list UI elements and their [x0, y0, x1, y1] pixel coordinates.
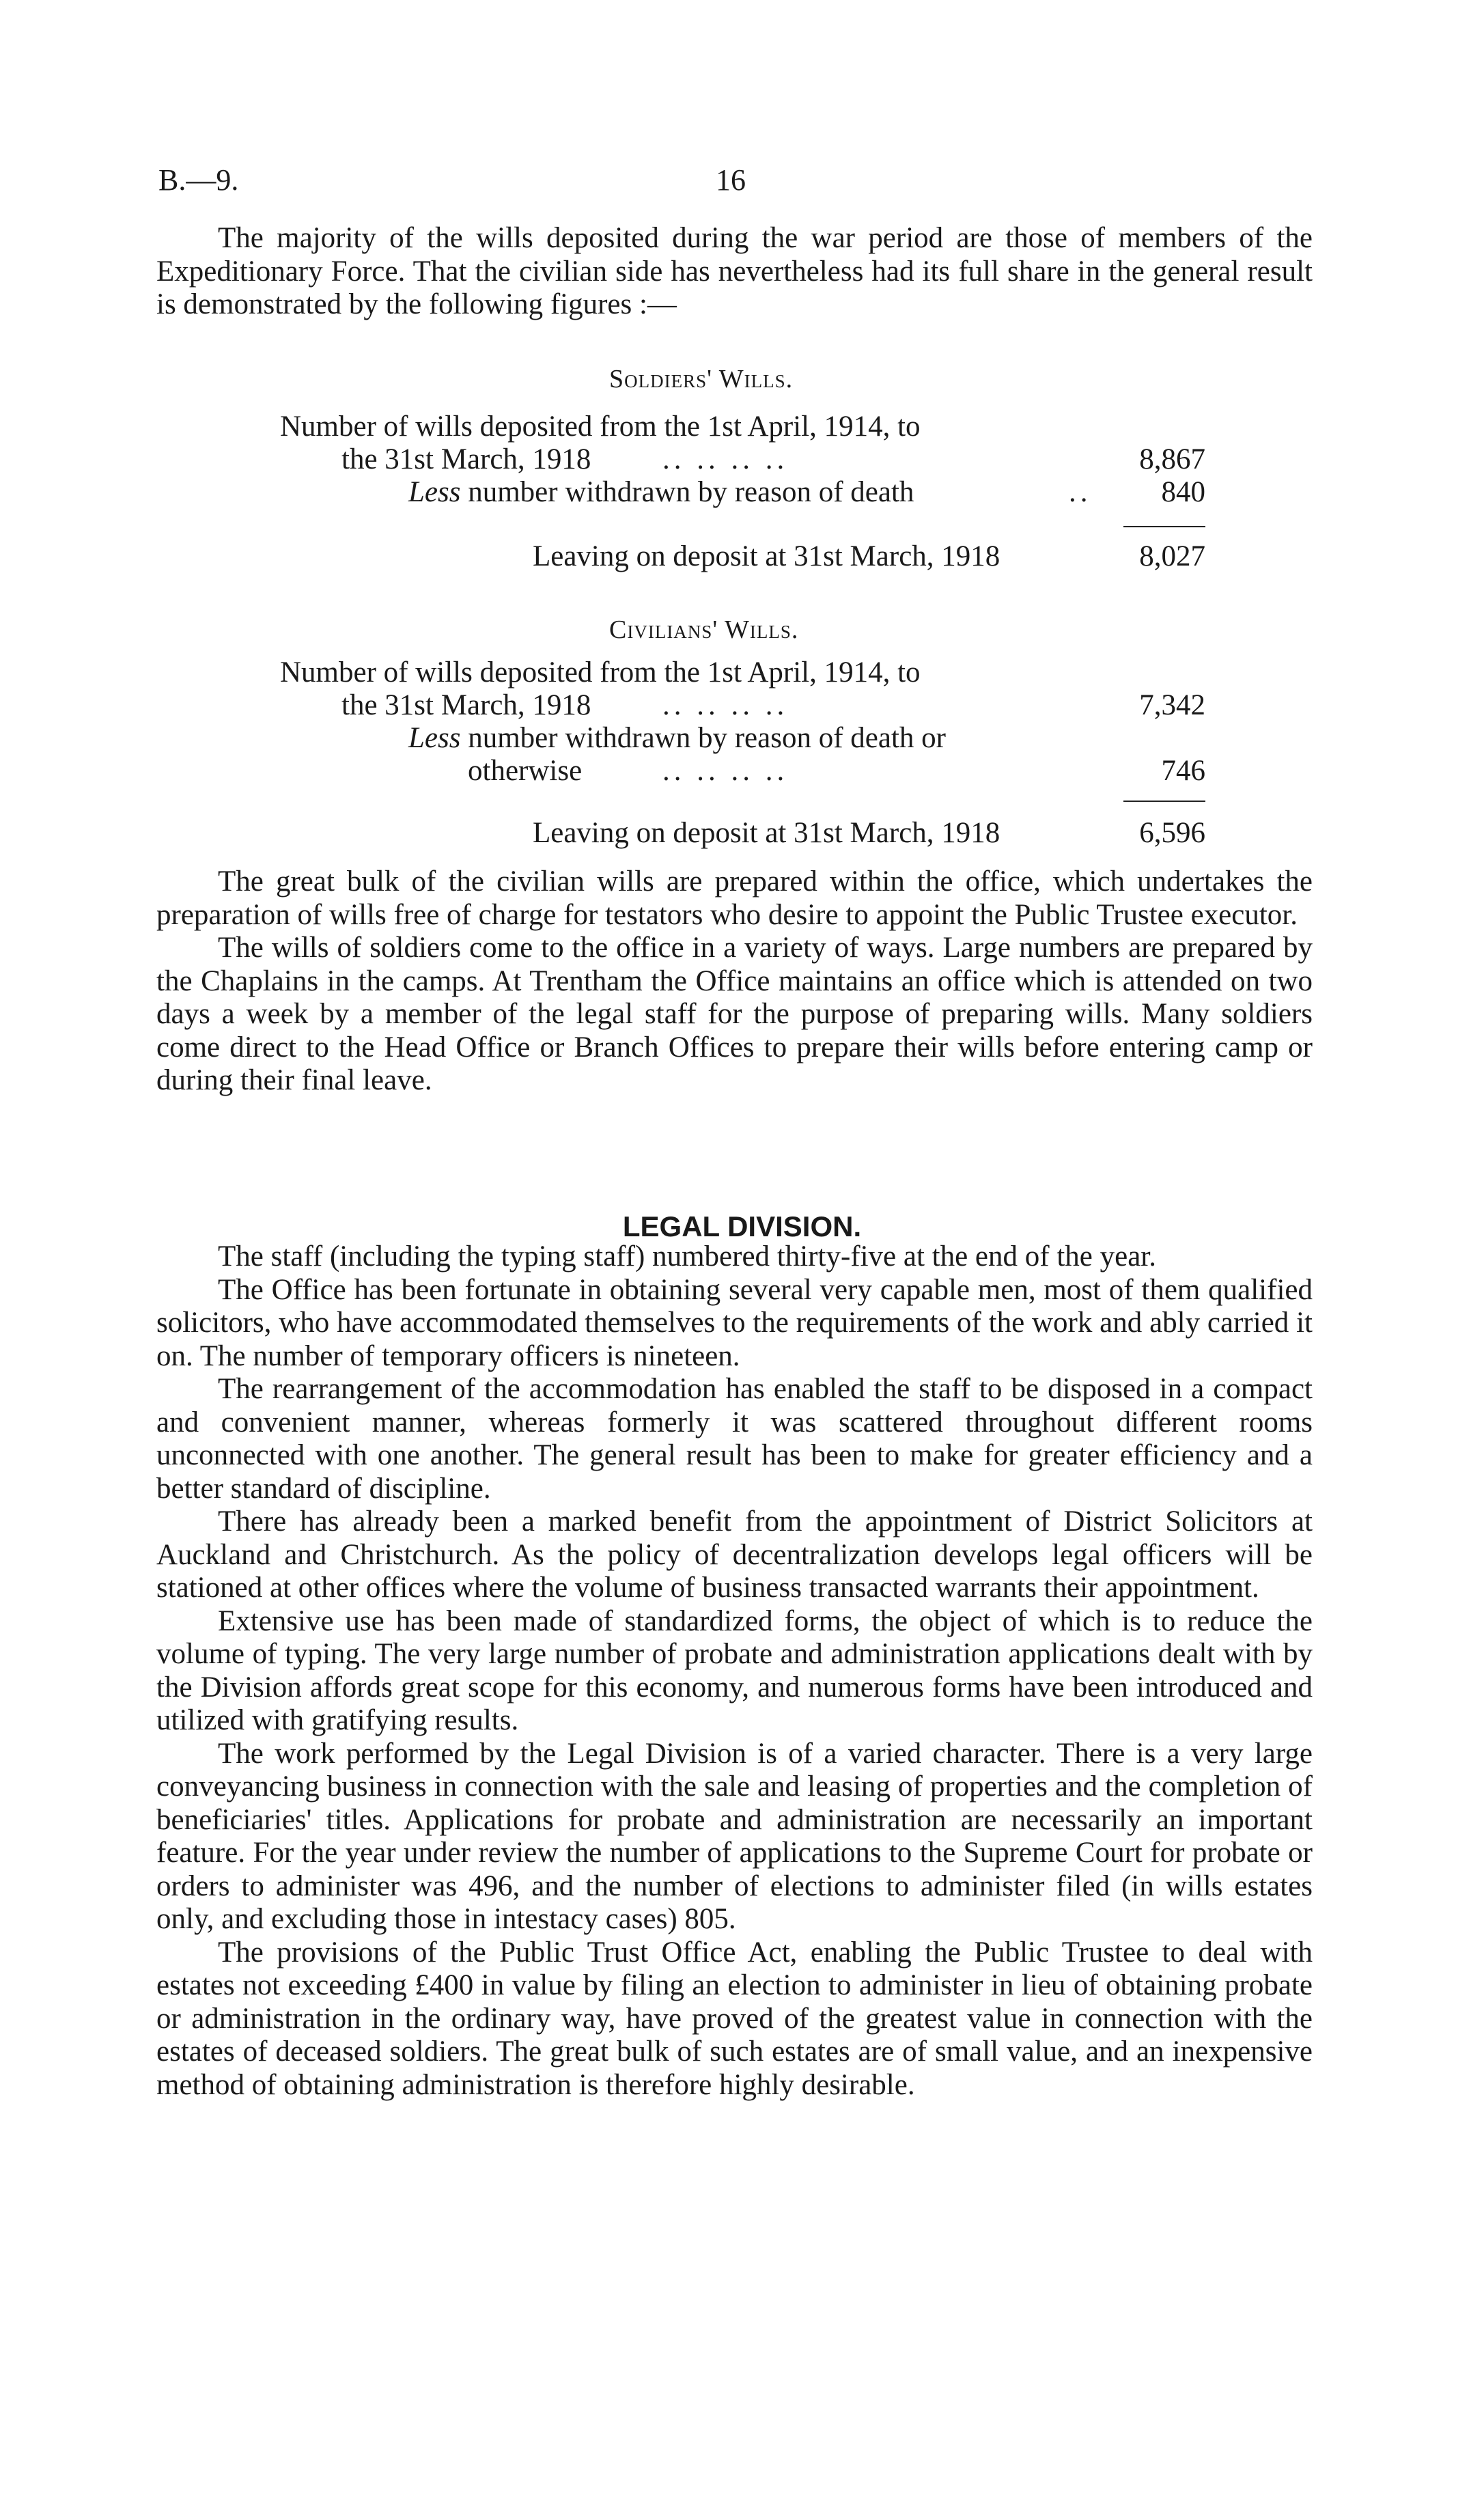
soldiers-total-value: 8,027	[1139, 540, 1205, 572]
section-heading: LEGAL DIVISION.	[622, 1210, 862, 1242]
document-reference: B.—9.	[158, 163, 239, 197]
soldiers-withdrawn-label: number withdrawn by reason of death	[460, 476, 914, 508]
body-paragraph: The staff (including the typing staff) numbered thirty-five at the end of the year.	[218, 1240, 1156, 1273]
civilians-line-date	[341, 689, 591, 722]
soldiers-dots-1: .. .. .. ..	[662, 443, 789, 475]
civilians-less-label: Less	[408, 722, 461, 754]
soldiers-line-deposited: Number of wills deposited from the 1st April, 1914, to	[280, 411, 921, 443]
civilians-wills-caption: Civilians' Wills.	[609, 615, 799, 644]
body-paragraph: The great bulk of the civilian wills are prepared within the office, which undertakes the preparation of wills free of charge for testators who desire to appoint the Public Trustee executor.	[156, 865, 1313, 931]
civilians-total-value: 6,596	[1139, 817, 1205, 849]
body-paragraph: The wills of soldiers come to the office in a variety of ways. Large numbers are prepared by the Chaplains in the camps. At Trentham the Office maintains an office which is attended on two days a week by a member of the legal staff for the purpose of preparing wills. Many soldiers come direct to the Head Office or Branch Offices to prepare their wills before entering camp or during their final leave.	[156, 932, 1313, 1096]
intro-paragraph: The majority of the wills deposited during the war period are those of members of the Expeditionary Force. That the civilian side has nevertheless had its full share in the general result is demonstrated by the following figures :—	[156, 222, 1313, 320]
soldiers-withdrawn-value: 840	[1161, 476, 1205, 508]
soldiers-line-withdrawn	[408, 475, 914, 509]
civilians-deposited-value: 7,342	[1139, 689, 1205, 721]
soldiers-wills-caption: Soldiers' Wills.	[609, 365, 794, 393]
civilians-dots-1: .. .. .. ..	[662, 689, 789, 721]
civilians-date-label: the 31st March, 1918	[341, 689, 591, 721]
civilians-withdrawn-value: 746	[1161, 755, 1205, 787]
soldiers-line-date	[341, 443, 591, 476]
body-paragraph: The provisions of the Public Trust Office Act, enabling the Public Trustee to deal with estates not exceeding £400 in value by filing an election to administer in lieu of obtaining probate or administration in the ordinary way, have proved of the greatest value in connection with the estates of deceased soldiers. The great bulk of such estates are of small value, and an inexpensive method of obtaining administration is therefore highly desirable.	[156, 1936, 1313, 2101]
civilians-total-rule	[1123, 801, 1205, 802]
civilians-line-deposited: Number of wills deposited from the 1st April, 1914, to	[280, 656, 921, 689]
soldiers-total-label: Leaving on deposit at 31st March, 1918	[533, 540, 1000, 572]
soldiers-less-label: Less	[408, 476, 461, 508]
body-section-b	[156, 1240, 1313, 2102]
body-section-a	[156, 865, 1313, 1098]
body-paragraph: There has already been a marked benefit from the appointment of District Solicitors at Auckland and Christchurch. As the policy of decentralization develops legal officers will be stationed at other offices where the volume of business transacted warrants their appointment.	[156, 1505, 1313, 1604]
civilians-dots-2: .. .. .. ..	[662, 755, 789, 787]
body-paragraph: The work performed by the Legal Division is of a varied character. There is a very large conveyancing business in connection with the sale and leasing of properties and the completion of beneficiaries' titles. Applications for probate and administration are necessarily an important feature. For the year under review the number of applications to the Supreme Court for probate or orders to administer was 496, and the number of elections to administer filed (in wills estates only, and excluding those in intestacy cases) 805.	[156, 1737, 1313, 1935]
page-number: 16	[716, 163, 746, 197]
body-paragraph: The Office has been fortunate in obtaining several very capable men, most of them qualified solicitors, who have accommodated themselves to the requirements of the work and ably carried it on. The number of temporary officers is nineteen.	[156, 1273, 1313, 1372]
civilians-total-label: Leaving on deposit at 31st March, 1918	[533, 817, 1000, 849]
civilians-line-otherwise: otherwise	[468, 755, 583, 787]
soldiers-total-rule	[1123, 526, 1205, 527]
body-paragraph: Extensive use has been made of standardized forms, the object of which is to reduce the volume of typing. The very large number of probate and administration applications dealt with by the Division affords great scope for this economy, and numerous forms have been introduced and utilized with gratifying results.	[156, 1604, 1313, 1736]
civilians-withdrawn-label: number withdrawn by reason of death or	[460, 722, 946, 754]
body-paragraph: The rearrangement of the accommodation has enabled the staff to be disposed in a compact and convenient manner, whereas formerly it was scattered throughout different rooms unconnected with one another. The general result has been to make for greater efficiency and a better standard of discipline.	[156, 1373, 1313, 1505]
soldiers-deposited-value: 8,867	[1139, 443, 1205, 475]
soldiers-date-label: the 31st March, 1918	[341, 443, 591, 475]
civilians-line-withdrawn	[408, 721, 946, 755]
soldiers-dots-2: ..	[1069, 476, 1092, 508]
